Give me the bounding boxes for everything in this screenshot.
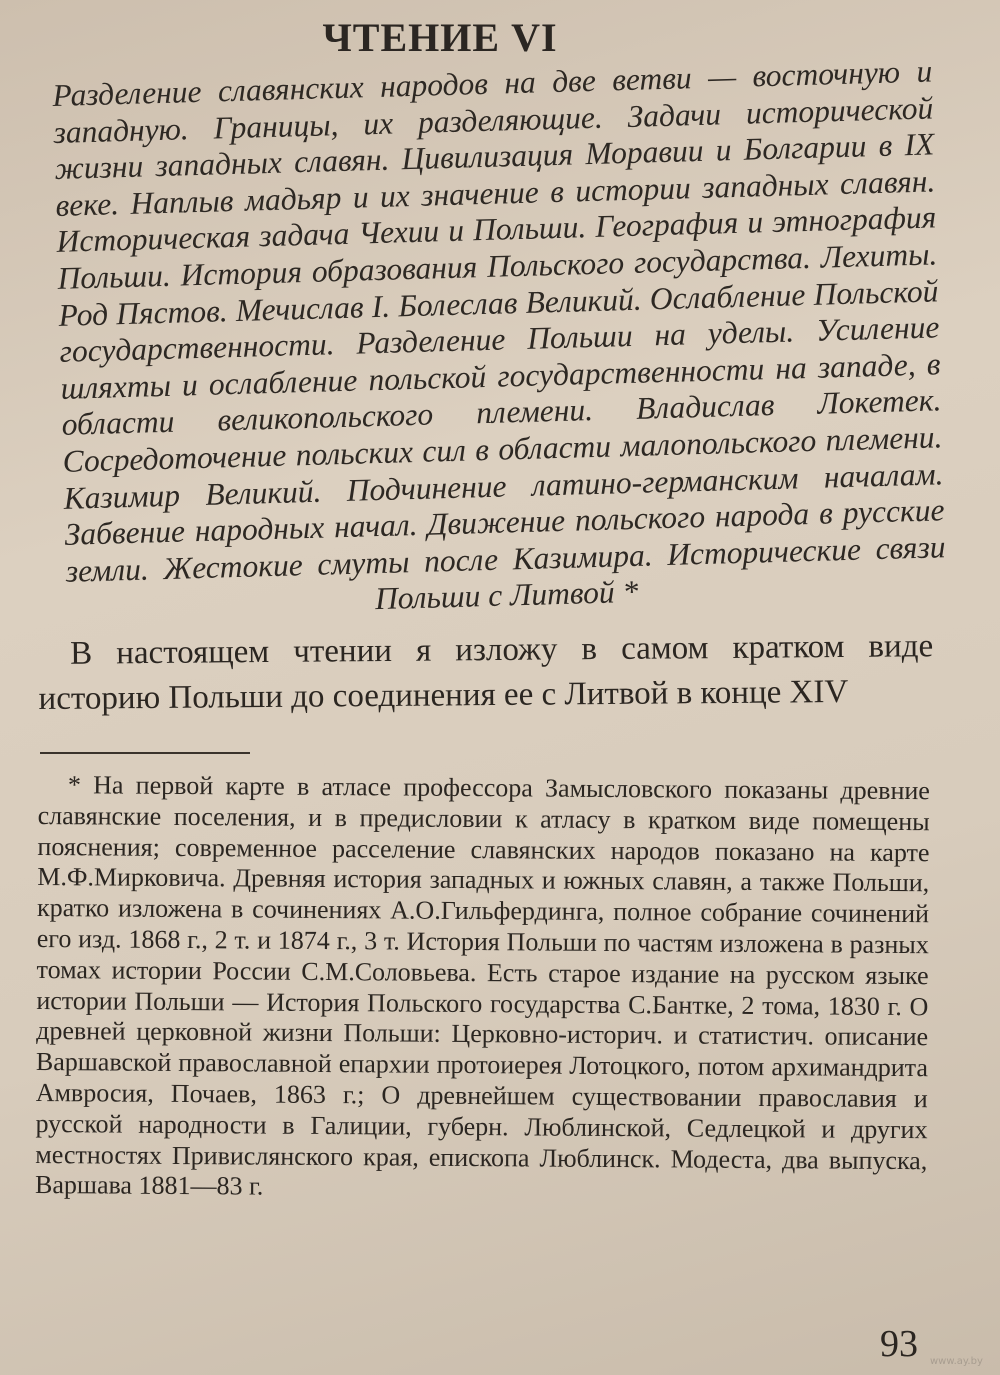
footnote: * На первой карте в атласе профессора Замысловского показаны древние славянские поселения, и в предисловии к атласу в кратком виде помещены пояснения; современное расселение славянских народов показано на карте М.Ф.Мирковича. Древняя история западных и южных славян, а также Польши, кратко изложена в сочинениях А.О.Гильфердинга, полное собрание сочинений его изд. 1868 г., 2 т. и 1874 г., 3 т. История Польши по частям изложена в разных томах истории России С.М.Соловьева. Есть старое издание на русском языке истории Польши — История Польского государства С.Бантке, 2 тома, 1830 г. О древней церковной жизни Польши: Церковно-историч. и статистич. описание Варшавской православной епархии протоиерея Лотоцкого, потом архимандрита Амвросия, Почаев, 1863 г.; О древнейшем существовании православия и русской народности в Галиции, губерн. Люблинской, Седлецкой и других местностях Привислянского края, епископа Люблинск. Модеста, два выпуска, Варшава 1881—83 г. — [35, 770, 930, 1201]
footnote-divider — [40, 752, 250, 754]
watermark: www.ay.by — [930, 1356, 983, 1367]
body-paragraph: В настоящем чтении я изложу в самом кратком виде историю Польши до соединения ее с Литвой в конце XIV — [38, 628, 934, 717]
chapter-title: ЧТЕНИЕ VI — [322, 15, 558, 60]
page-number: 93 — [880, 1323, 918, 1365]
chapter-summary: Разделение славянских народов на две ветви — восточную и западную. Границы, их разделяющие. Задачи исторической жизни западных славян. Цивилизация Моравии и Болгарии в IX веке. Наплыв мадьяр и их значение в истории западных славян. Историческая задача Чехии и Польши. География и этнография Польши. История образования Польского государства. Лехиты. Род Пястов. Мечислав I. Болеслав Великий. Ослабление Польской государственности. Разделение Польши на уделы. Усиление шляхты и ослабление польской государственности на западе, в области великопольского племени. Владислав Локетек. Сосредоточение польских сил в области малопольского племени. Казимир Великий. Подчинение латино-германским началам. Забвение народных начал. Движение польского народа в русские земли. Жестокие смуты после Казимира. Исторические связи Польши с Литвой * — [52, 53, 946, 617]
